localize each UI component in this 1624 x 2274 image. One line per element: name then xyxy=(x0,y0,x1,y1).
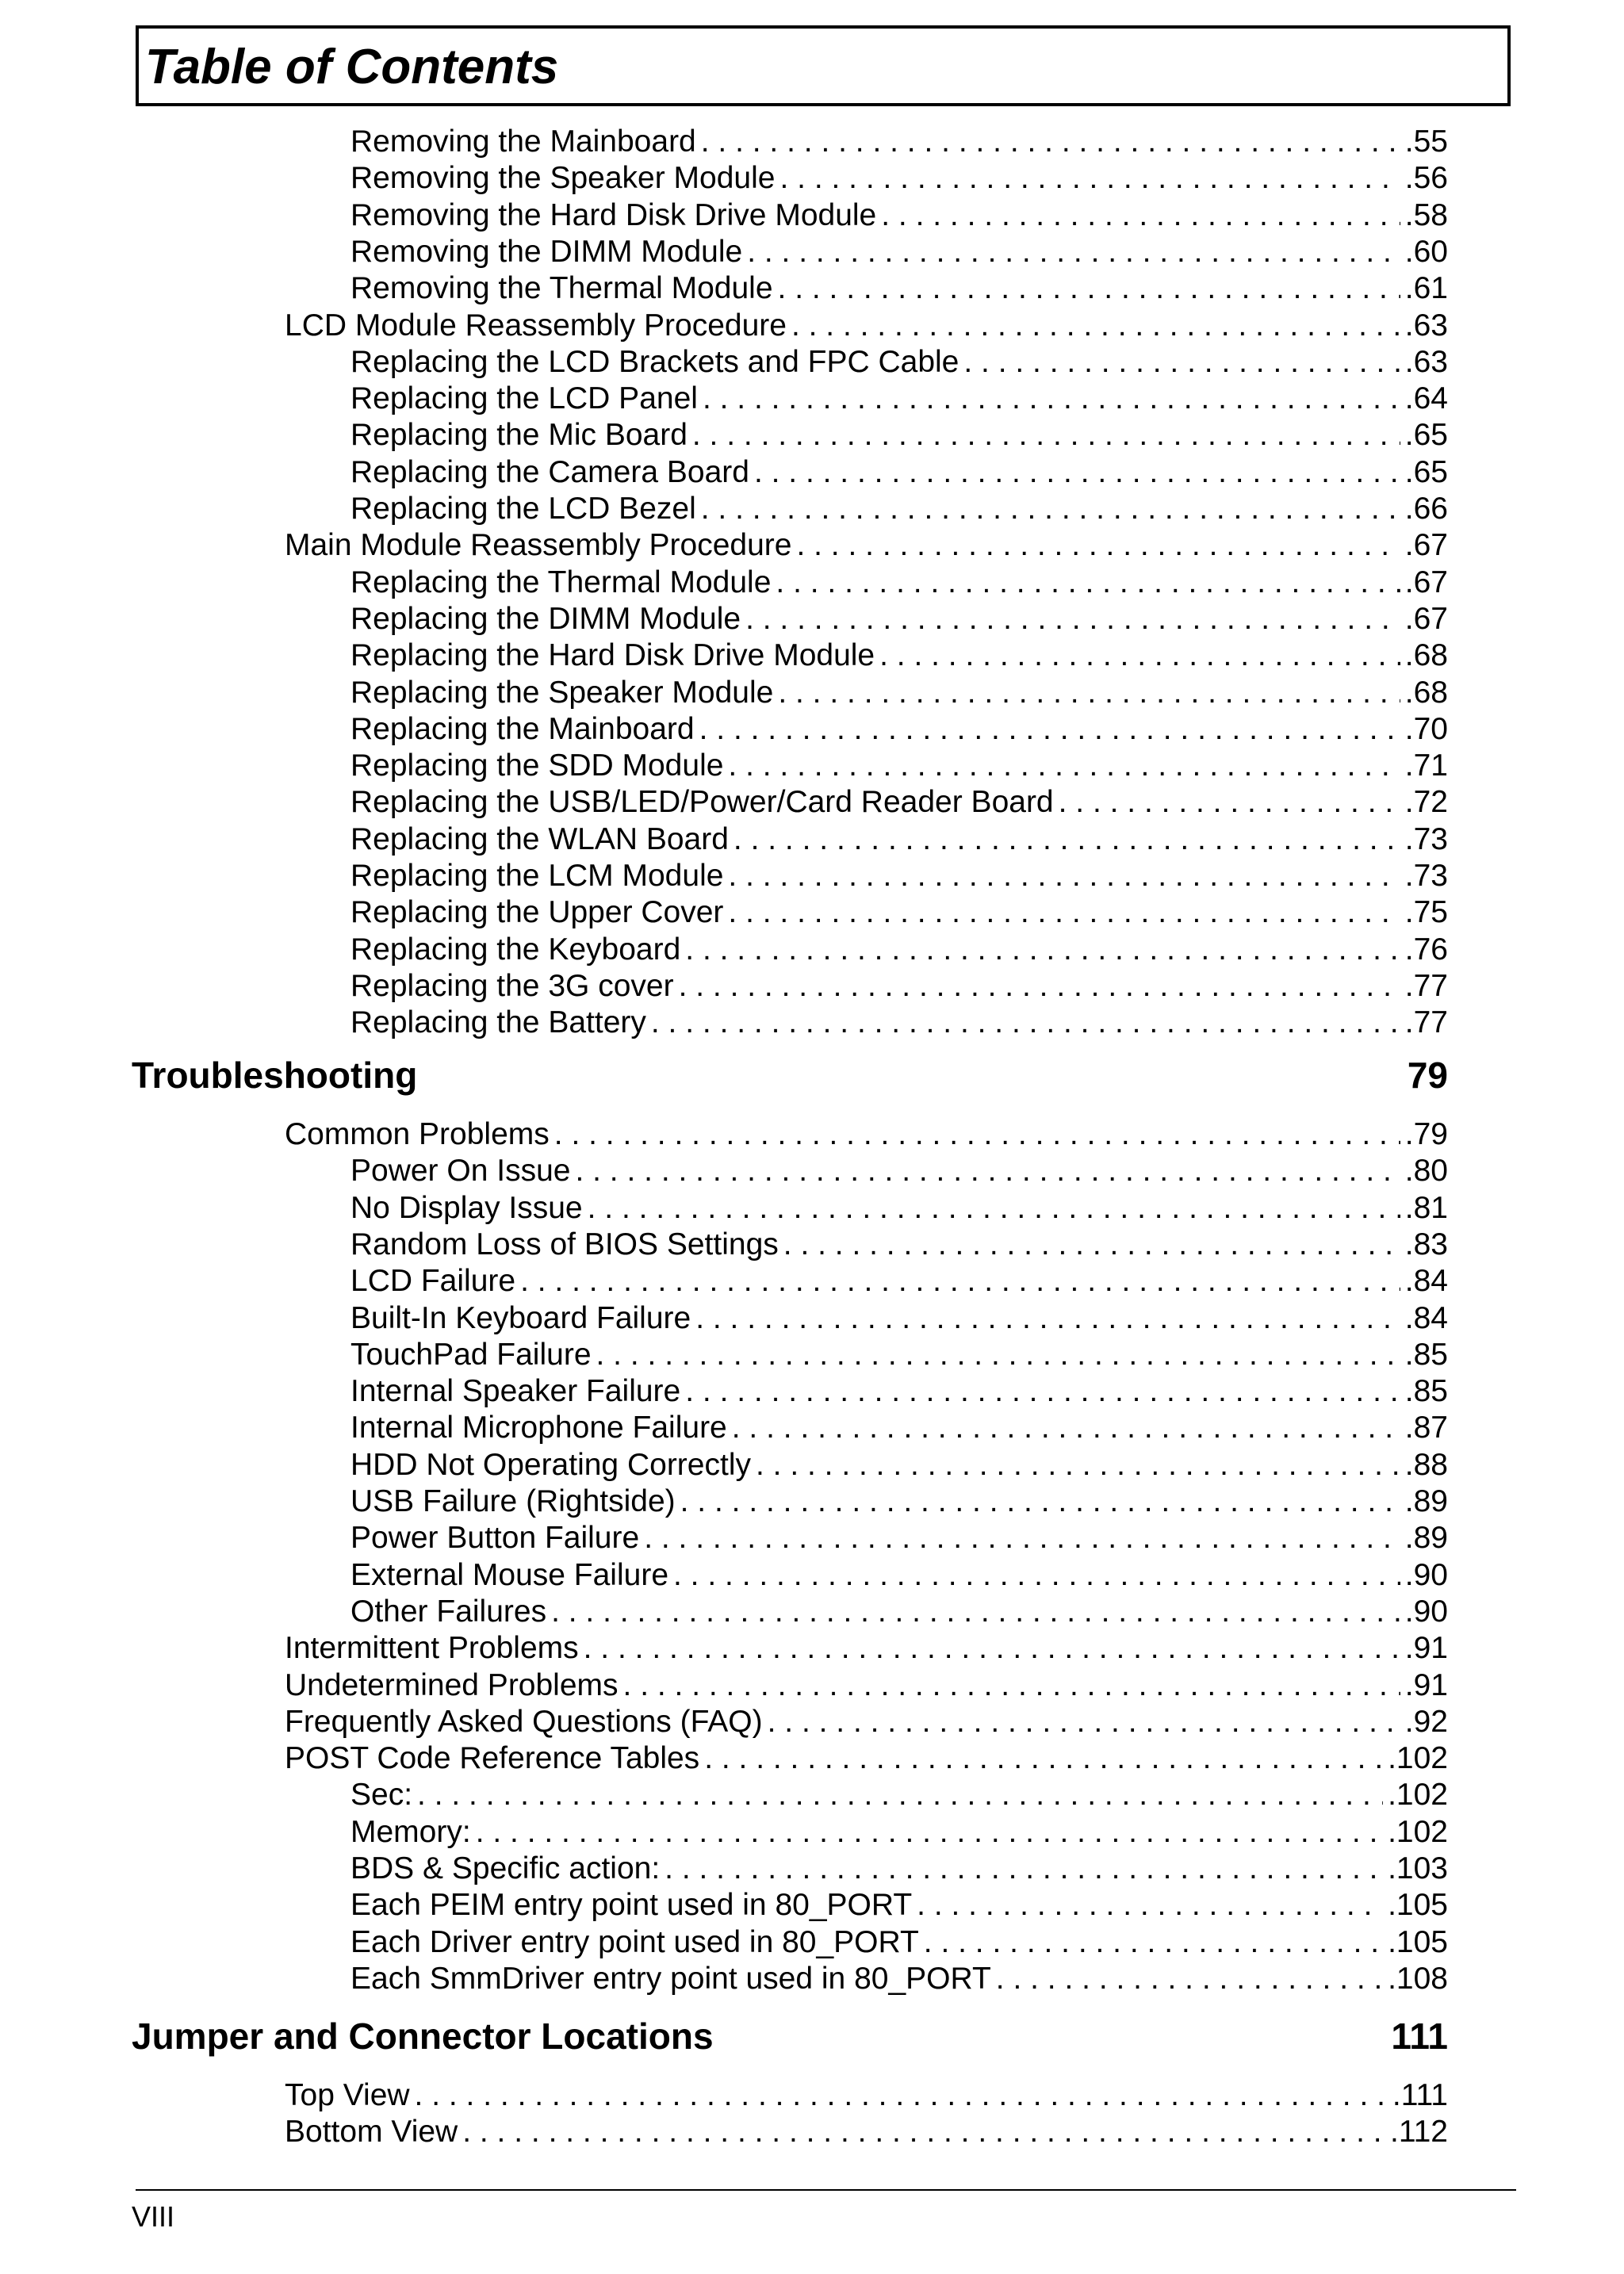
dot-leader xyxy=(680,1483,1400,1520)
toc-entry-label: Replacing the DIMM Module xyxy=(350,602,741,636)
toc-entry[interactable] xyxy=(350,1373,1448,1410)
dot-leader xyxy=(783,1227,1400,1263)
dot-leader xyxy=(651,1005,1400,1041)
toc-entry-page-number: .105 xyxy=(1388,1925,1448,1959)
toc-entry-label: POST Code Reference Tables xyxy=(285,1741,700,1775)
toc-entry-label: Replacing the Battery xyxy=(350,1005,646,1039)
toc-entry-label: Top View xyxy=(285,2078,410,2112)
toc-entry-page-number: .73 xyxy=(1404,859,1448,893)
page-title: Table of Contents xyxy=(145,40,559,94)
toc-entry-page-number: .84 xyxy=(1404,1301,1448,1335)
toc-entry[interactable] xyxy=(350,784,1448,821)
toc-entry-label: Replacing the Speaker Module xyxy=(350,676,774,710)
toc-entry[interactable] xyxy=(350,637,1448,674)
toc-entry-page-number: .102 xyxy=(1388,1778,1448,1812)
dot-leader xyxy=(554,1116,1400,1153)
dot-leader xyxy=(728,748,1400,784)
toc-entry[interactable] xyxy=(350,1594,1448,1630)
toc-entry[interactable] xyxy=(285,308,1448,344)
toc-entry[interactable] xyxy=(350,1887,1448,1924)
toc-entry-label: Replacing the Upper Cover xyxy=(350,895,724,929)
dot-leader xyxy=(756,1447,1400,1483)
toc-entry-label: Main Module Reassembly Procedure xyxy=(285,528,792,562)
toc-entry-page-number: .92 xyxy=(1404,1705,1448,1739)
dot-leader xyxy=(673,1557,1400,1594)
toc-entry-label: Replacing the WLAN Board xyxy=(350,822,729,856)
toc-entry-label: Frequently Asked Questions (FAQ) xyxy=(285,1705,763,1739)
toc-entry-page-number: .63 xyxy=(1404,308,1448,343)
toc-entry[interactable] xyxy=(350,270,1448,307)
toc-entry-page-number: .91 xyxy=(1404,1631,1448,1665)
toc-entry-page-number: .75 xyxy=(1404,895,1448,929)
dot-leader xyxy=(701,491,1400,527)
toc-entry[interactable] xyxy=(285,2114,1448,2150)
toc-entry-page-number: .85 xyxy=(1404,1338,1448,1372)
toc-entry-page-number: .111 xyxy=(1392,2078,1448,2112)
toc-entry-page-number: .90 xyxy=(1404,1594,1448,1629)
toc-entry-page-number: .88 xyxy=(1404,1448,1448,1482)
toc-entry-page-number: .71 xyxy=(1404,748,1448,783)
toc-entry-label: Replacing the Thermal Module xyxy=(350,565,772,599)
dot-leader xyxy=(685,932,1400,968)
dot-leader xyxy=(754,454,1400,491)
toc-entry-label: Replacing the LCD Bezel xyxy=(350,492,696,526)
toc-entry-label: Memory: xyxy=(350,1815,471,1849)
toc-entry[interactable] xyxy=(350,1961,1448,1997)
toc-entry-page-number: .112 xyxy=(1389,2115,1448,2149)
toc-entry[interactable] xyxy=(350,1851,1448,1887)
toc-entry[interactable] xyxy=(350,1557,1448,1594)
toc-entry-page-number: .61 xyxy=(1404,271,1448,305)
toc-entry-label: Replacing the Keyboard xyxy=(350,932,681,967)
toc-entry-page-number: .56 xyxy=(1404,161,1448,195)
toc-entry-page-number: .108 xyxy=(1388,1962,1448,1996)
toc-entry[interactable] xyxy=(350,381,1448,417)
toc-entry[interactable] xyxy=(350,1924,1448,1961)
dot-leader xyxy=(596,1337,1400,1373)
toc-entry[interactable] xyxy=(350,601,1448,637)
dot-leader xyxy=(996,1961,1383,1997)
toc-entry-page-number: .105 xyxy=(1388,1888,1448,1922)
toc-entry[interactable] xyxy=(285,1704,1448,1740)
toc-entry-page-number: .77 xyxy=(1404,969,1448,1003)
dot-leader xyxy=(779,160,1400,197)
toc-entry-label: Removing the Hard Disk Drive Module xyxy=(350,198,877,232)
toc-entry-label: Replacing the Camera Board xyxy=(350,455,749,489)
toc-entry[interactable] xyxy=(350,1190,1448,1227)
toc-entry[interactable] xyxy=(350,124,1448,160)
toc-entry-page-number: .103 xyxy=(1388,1851,1448,1885)
dot-leader xyxy=(745,601,1400,637)
toc-entry[interactable] xyxy=(350,197,1448,234)
toc-entry-page-number: .60 xyxy=(1404,235,1448,269)
toc-entry[interactable] xyxy=(350,234,1448,270)
toc-entry-label: Replacing the 3G cover xyxy=(350,969,674,1003)
dot-leader xyxy=(623,1667,1400,1704)
footer-divider xyxy=(136,2189,1516,2191)
dot-leader xyxy=(520,1263,1400,1300)
section-title: Jumper and Connector Locations xyxy=(132,2016,714,2057)
dot-leader xyxy=(476,1814,1383,1851)
dot-leader xyxy=(704,1740,1383,1777)
toc-entry[interactable] xyxy=(350,1814,1448,1851)
toc-entry[interactable] xyxy=(350,1410,1448,1446)
toc-entry-page-number: .72 xyxy=(1404,785,1448,819)
dot-leader xyxy=(415,2077,1388,2114)
toc-entry-label: Replacing the SDD Module xyxy=(350,748,724,783)
toc-entry-label: Sec: xyxy=(350,1778,413,1812)
toc-entry-label: Each Driver entry point used in 80_PORT xyxy=(350,1925,919,1959)
dot-leader xyxy=(791,308,1400,344)
dot-leader xyxy=(917,1887,1383,1924)
toc-entry[interactable] xyxy=(350,417,1448,454)
section-page-number: 79 xyxy=(1407,1055,1448,1096)
toc-entry-label: HDD Not Operating Correctly xyxy=(350,1448,751,1482)
section-heading-troubleshooting[interactable] xyxy=(132,1053,1448,1097)
dot-leader xyxy=(924,1924,1383,1961)
toc-entry[interactable] xyxy=(350,1337,1448,1373)
toc-entry-label: Removing the Speaker Module xyxy=(350,161,776,195)
dot-leader xyxy=(679,968,1400,1005)
toc-entry-page-number: .90 xyxy=(1404,1558,1448,1592)
toc-entry-page-number: .89 xyxy=(1404,1521,1448,1555)
dot-leader xyxy=(699,711,1400,748)
toc-entry-page-number: .65 xyxy=(1404,455,1448,489)
section-heading-jumper-connector[interactable] xyxy=(132,2014,1448,2058)
toc-entry-label: Replacing the USB/LED/Power/Card Reader Board xyxy=(350,785,1054,819)
toc-entry-page-number: .87 xyxy=(1404,1411,1448,1445)
dot-leader xyxy=(665,1851,1383,1887)
dot-leader xyxy=(776,565,1400,601)
toc-entry[interactable] xyxy=(350,1263,1448,1300)
dot-leader xyxy=(733,821,1400,858)
dot-leader xyxy=(551,1594,1400,1630)
toc-entry-page-number: .85 xyxy=(1404,1374,1448,1408)
toc-entry-label: Power Button Failure xyxy=(350,1521,640,1555)
toc-entry-page-number: .67 xyxy=(1404,602,1448,636)
toc-entry[interactable] xyxy=(350,968,1448,1005)
toc-entry-label: Power On Issue xyxy=(350,1154,571,1188)
toc-entry[interactable] xyxy=(350,1777,1448,1813)
toc-entry-page-number: .70 xyxy=(1404,712,1448,746)
toc-entry[interactable] xyxy=(350,932,1448,968)
dot-leader xyxy=(584,1630,1400,1667)
toc-entry-label: Removing the Thermal Module xyxy=(350,271,773,305)
toc-entry[interactable] xyxy=(350,160,1448,197)
toc-entry[interactable] xyxy=(350,675,1448,711)
toc-entry[interactable] xyxy=(350,1005,1448,1041)
dot-leader xyxy=(768,1704,1400,1740)
toc-entry-page-number: .102 xyxy=(1388,1741,1448,1775)
footer-page-number: VIII xyxy=(132,2200,175,2233)
toc-entry[interactable] xyxy=(285,2077,1448,2114)
toc-entry[interactable] xyxy=(350,821,1448,858)
dot-leader xyxy=(747,234,1400,270)
toc-entry-label: Replacing the LCD Panel xyxy=(350,381,698,415)
toc-entry-page-number: .80 xyxy=(1404,1154,1448,1188)
toc-entry-page-number: .65 xyxy=(1404,418,1448,452)
dot-leader xyxy=(685,1373,1400,1410)
toc-entry[interactable] xyxy=(350,1153,1448,1189)
toc-entry[interactable] xyxy=(350,565,1448,601)
toc-entry[interactable] xyxy=(285,1116,1448,1153)
dot-leader xyxy=(692,417,1400,454)
toc-entry-page-number: .67 xyxy=(1404,528,1448,562)
dot-leader xyxy=(881,197,1400,234)
dot-leader xyxy=(695,1300,1400,1337)
toc-entry-label: Random Loss of BIOS Settings xyxy=(350,1227,779,1261)
toc-entry-label: USB Failure (Rightside) xyxy=(350,1484,676,1518)
toc-entry-page-number: .68 xyxy=(1404,676,1448,710)
toc-entry-label: Intermittent Problems xyxy=(285,1631,579,1665)
toc-entry-label: Replacing the LCM Module xyxy=(350,859,724,893)
toc-entry-label: LCD Module Reassembly Procedure xyxy=(285,308,787,343)
toc-entry-page-number: .77 xyxy=(1404,1005,1448,1039)
toc-entry-label: Built-In Keyboard Failure xyxy=(350,1301,691,1335)
toc-entry-page-number: .102 xyxy=(1388,1815,1448,1849)
toc-entry-page-number: .83 xyxy=(1404,1227,1448,1261)
toc-entry-page-number: .89 xyxy=(1404,1484,1448,1518)
toc-entry-page-number: .73 xyxy=(1404,822,1448,856)
toc-entry-label: Removing the DIMM Module xyxy=(350,235,743,269)
toc-entry[interactable] xyxy=(350,711,1448,748)
dot-leader xyxy=(1059,784,1400,821)
toc-entry[interactable] xyxy=(285,527,1448,564)
toc-entry[interactable] xyxy=(285,1740,1448,1777)
toc-entry-label: Replacing the Mic Board xyxy=(350,418,688,452)
dot-leader xyxy=(703,381,1400,417)
toc-entry-page-number: .58 xyxy=(1404,198,1448,232)
toc-entry-label: Internal Speaker Failure xyxy=(350,1374,681,1408)
toc-entry-label: Each PEIM entry point used in 80_PORT xyxy=(350,1888,913,1922)
toc-entry[interactable] xyxy=(350,894,1448,931)
toc-entry-label: Internal Microphone Failure xyxy=(350,1411,727,1445)
dot-leader xyxy=(728,894,1400,931)
toc-entry[interactable] xyxy=(350,454,1448,491)
toc-entry-label: Each SmmDriver entry point used in 80_PORT xyxy=(350,1962,991,1996)
toc-entry-label: Other Failures xyxy=(350,1594,547,1629)
toc-entry-label: Bottom View xyxy=(285,2115,458,2149)
toc-entry[interactable] xyxy=(350,1520,1448,1556)
dot-leader xyxy=(701,124,1400,160)
dot-leader xyxy=(778,675,1400,711)
toc-entry[interactable] xyxy=(350,491,1448,527)
toc-entry[interactable] xyxy=(350,1483,1448,1520)
section-page-number: 111 xyxy=(1391,2016,1448,2057)
toc-entry-page-number: .64 xyxy=(1404,381,1448,415)
toc-entry-label: External Mouse Failure xyxy=(350,1558,669,1592)
toc-entry-page-number: .63 xyxy=(1404,345,1448,379)
toc-entry[interactable] xyxy=(350,1227,1448,1263)
dot-leader xyxy=(575,1153,1400,1189)
toc-entry-page-number: .66 xyxy=(1404,492,1448,526)
toc-entry[interactable] xyxy=(350,858,1448,894)
toc-entry[interactable] xyxy=(350,1447,1448,1483)
toc-entry[interactable] xyxy=(350,344,1448,381)
dot-leader xyxy=(778,270,1400,307)
toc-entry-label: TouchPad Failure xyxy=(350,1338,592,1372)
dot-leader xyxy=(963,344,1400,381)
section-title: Troubleshooting xyxy=(132,1055,418,1096)
toc-entry-label: Replacing the Hard Disk Drive Module xyxy=(350,638,875,672)
toc-entry-page-number: .79 xyxy=(1404,1117,1448,1151)
dot-leader xyxy=(728,858,1400,894)
toc-entry-page-number: .81 xyxy=(1404,1191,1448,1225)
toc-entry-page-number: .76 xyxy=(1404,932,1448,967)
toc-entry-page-number: .67 xyxy=(1404,565,1448,599)
toc-entry[interactable] xyxy=(350,1300,1448,1337)
dot-leader xyxy=(879,637,1400,674)
toc-entry[interactable] xyxy=(285,1667,1448,1704)
dot-leader xyxy=(417,1777,1383,1813)
toc-entry-label: Replacing the Mainboard xyxy=(350,712,695,746)
dot-leader xyxy=(644,1520,1400,1556)
toc-entry-page-number: .84 xyxy=(1404,1264,1448,1298)
toc-entry-label: Undetermined Problems xyxy=(285,1668,619,1702)
toc-entry-label: Replacing the LCD Brackets and FPC Cable xyxy=(350,345,959,379)
toc-entry[interactable] xyxy=(350,748,1448,784)
dot-leader xyxy=(796,527,1400,564)
dot-leader xyxy=(462,2114,1385,2150)
toc-entry-label: BDS & Specific action: xyxy=(350,1851,661,1885)
toc-entry-label: LCD Failure xyxy=(350,1264,516,1298)
toc-entry-page-number: .55 xyxy=(1404,124,1448,159)
toc-entry-label: No Display Issue xyxy=(350,1191,583,1225)
dot-leader xyxy=(588,1190,1400,1227)
toc-entry-label: Common Problems xyxy=(285,1117,550,1151)
toc-entry-label: Removing the Mainboard xyxy=(350,124,696,159)
toc-entry-page-number: .68 xyxy=(1404,638,1448,672)
dot-leader xyxy=(732,1410,1400,1446)
toc-entry[interactable] xyxy=(285,1630,1448,1667)
toc-entry-page-number: .91 xyxy=(1404,1668,1448,1702)
